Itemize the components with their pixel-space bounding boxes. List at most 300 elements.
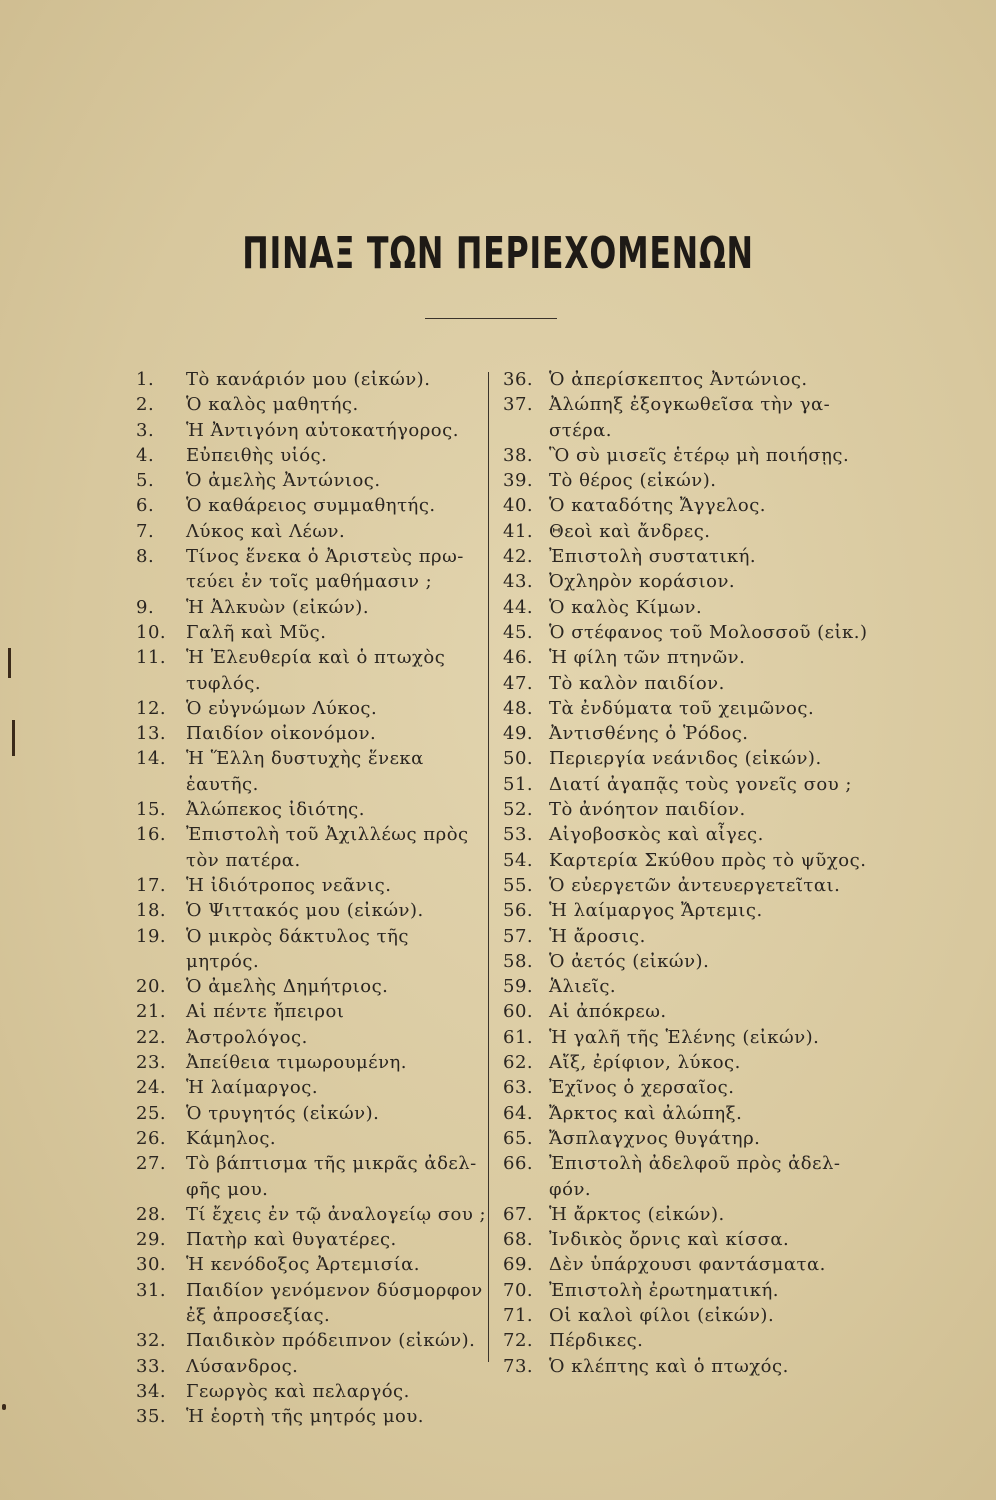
- toc-entry: [503, 924, 873, 949]
- toc-entry-title: Ἄσπλαγχνος θυγάτηρ.: [549, 1127, 761, 1149]
- toc-entry-row: [503, 367, 873, 392]
- toc-left-column: [136, 367, 488, 1429]
- toc-entry-row: [136, 797, 488, 822]
- toc-entry: [503, 1278, 873, 1303]
- toc-entry-row: [503, 898, 873, 923]
- toc-entry: [503, 443, 873, 468]
- toc-entry-number: 6.: [136, 495, 155, 517]
- toc-entry: [136, 1050, 488, 1075]
- toc-entry-row: [503, 1328, 873, 1353]
- toc-entry-title: Ἐπιστολὴ ἐρωτηματική.: [549, 1279, 780, 1301]
- toc-entry-number: 25.: [136, 1102, 167, 1124]
- toc-entry-number: 34.: [136, 1380, 167, 1402]
- toc-entry-title: Τί ἔχεις ἐν τῷ ἀναλογείῳ σου ;: [186, 1203, 487, 1225]
- toc-entry-row: [136, 443, 488, 468]
- toc-entry-number: 33.: [136, 1355, 167, 1377]
- toc-entry-number: 14.: [136, 748, 167, 770]
- toc-entry-title-continuation: φόν.: [549, 1178, 592, 1200]
- toc-entry-number: 7.: [136, 520, 155, 542]
- toc-entry-row: [136, 1227, 488, 1252]
- toc-entry-title: Αἱ ἀπόκρεω.: [549, 1001, 667, 1023]
- toc-entry-number: 43.: [503, 571, 534, 593]
- toc-entry-title: Ὁ καταδότης Ἄγγελος.: [549, 495, 767, 517]
- toc-entry-title-continuation: ἐξ ἀπροσεξίας.: [186, 1304, 331, 1326]
- toc-entry-title: Πατὴρ καὶ θυγατέρες.: [186, 1229, 397, 1251]
- toc-entry: [503, 1050, 873, 1075]
- title-rule: [425, 318, 557, 319]
- toc-entry: [136, 519, 488, 544]
- toc-entry-number: 29.: [136, 1229, 167, 1251]
- toc-entry-title: Ὁ καθάρειος συμμαθητής.: [186, 495, 436, 517]
- toc-entry-row: [503, 721, 873, 746]
- toc-entry-title: Γαλῆ καὶ Μῦς.: [186, 621, 327, 643]
- toc-entry-title: Ὁ μικρὸς δάκτυλος τῆς μητρός.: [186, 925, 409, 972]
- toc-entry-number: 39.: [503, 470, 534, 492]
- toc-entry-number: 41.: [503, 520, 534, 542]
- toc-entry: [136, 418, 488, 443]
- toc-entry-title: Κάμηλος.: [186, 1127, 277, 1149]
- toc-entry-title: Ἡ Ἀλκυὼν (εἰκών).: [186, 596, 370, 618]
- toc-entry-row: [503, 1354, 873, 1379]
- toc-entry-number: 44.: [503, 596, 534, 618]
- toc-entry-number: 15.: [136, 799, 167, 821]
- toc-entry: [503, 1025, 873, 1050]
- toc-entry: [136, 1101, 488, 1126]
- toc-entry: [136, 1252, 488, 1277]
- toc-entry-number: 45.: [503, 621, 534, 643]
- toc-entry: [503, 569, 873, 594]
- toc-entry-number: 69.: [503, 1254, 534, 1276]
- toc-entry-row: [136, 873, 488, 898]
- toc-entry-row: [503, 1252, 873, 1277]
- toc-entry: [136, 696, 488, 721]
- toc-entry-number: 63.: [503, 1077, 534, 1099]
- toc-entry-number: 27.: [136, 1153, 167, 1175]
- toc-entry: [503, 848, 873, 873]
- ink-mark: [8, 648, 11, 678]
- toc-entry: [136, 392, 488, 417]
- toc-entry-number: 20.: [136, 976, 167, 998]
- toc-entry: [503, 367, 873, 392]
- toc-entry-number: 28.: [136, 1203, 167, 1225]
- toc-entry-number: 8.: [136, 546, 155, 568]
- toc-entry-number: 60.: [503, 1001, 534, 1023]
- ink-mark: [12, 720, 15, 756]
- toc-entry-number: 23.: [136, 1052, 167, 1074]
- toc-entry-title: Ὀχληρὸν κοράσιον.: [549, 571, 736, 593]
- toc-entry-title: Τὸ καλὸν παιδίον.: [549, 672, 725, 694]
- toc-entry: [503, 620, 873, 645]
- toc-entry-title: Τίνος ἕνεκα ὁ Ἀριστεὺς πρω-: [186, 546, 464, 568]
- toc-entry-title: Τὰ ἐνδύματα τοῦ χειμῶνος.: [549, 697, 815, 719]
- toc-entry: [503, 468, 873, 493]
- toc-entry-title: Περιεργία νεάνιδος (εἰκών).: [549, 748, 822, 770]
- toc-entry-title: Οἱ καλοὶ φίλοι (εἰκών).: [549, 1304, 775, 1326]
- toc-entry-row: [136, 367, 488, 392]
- toc-entry-row: [503, 620, 873, 645]
- toc-entry-title: Παιδίον γενόμενον δύσμορφον: [186, 1279, 483, 1301]
- toc-entry-title: Ὁ ἀμελὴς Δημήτριος.: [186, 976, 389, 998]
- toc-entry-number: 64.: [503, 1102, 534, 1124]
- toc-entry: [136, 1404, 488, 1429]
- toc-entry-row: [503, 873, 873, 898]
- toc-entry: [503, 974, 873, 999]
- toc-entry: [136, 974, 488, 999]
- toc-entry-title: Ἡ γαλῆ τῆς Ἑλένης (εἰκών).: [549, 1026, 820, 1048]
- toc-entry-row: [136, 595, 488, 620]
- toc-entry: [136, 999, 488, 1024]
- toc-entry-title: Τὸ ἀνόητον παιδίον.: [549, 799, 746, 821]
- toc-entry-row: [503, 924, 873, 949]
- toc-entry-title: Ὁ ἀπερίσκεπτος Ἀντώνιος.: [549, 369, 808, 390]
- toc-entry-title: Ἡ φίλη τῶν πτηνῶν.: [549, 647, 746, 669]
- toc-entry-title: Ἡ λαίμαργος.: [186, 1077, 319, 1099]
- toc-entry-row: [136, 924, 488, 975]
- toc-entry-row: [503, 797, 873, 822]
- toc-entry-row: [136, 721, 488, 746]
- toc-entry-number: 35.: [136, 1406, 167, 1428]
- toc-entry-number: 67.: [503, 1203, 534, 1225]
- toc-entry: [136, 873, 488, 898]
- toc-entry-number: 72.: [503, 1330, 534, 1352]
- toc-entry: [503, 645, 873, 670]
- toc-entry: [503, 1101, 873, 1126]
- toc-entry: [136, 924, 488, 975]
- toc-entry: [136, 645, 488, 696]
- toc-entry: [136, 1227, 488, 1252]
- toc-entry-row: [503, 595, 873, 620]
- toc-entry-row: [503, 1303, 873, 1328]
- toc-entry: [503, 999, 873, 1024]
- toc-entry-title: Ὁ τρυγητός (εἰκών).: [186, 1102, 380, 1124]
- toc-entry-number: 70.: [503, 1279, 534, 1301]
- toc-entry-row: [136, 519, 488, 544]
- toc-entry-row: [503, 822, 873, 847]
- toc-entry: [503, 898, 873, 923]
- toc-entry-row: [136, 1379, 488, 1404]
- toc-entry-row: [503, 1202, 873, 1227]
- toc-entry: [136, 898, 488, 923]
- toc-entry: [136, 544, 488, 595]
- toc-entry-row: [136, 746, 488, 797]
- toc-entry-number: 55.: [503, 874, 534, 896]
- ink-mark: [2, 1404, 6, 1410]
- toc-entry-number: 11.: [136, 647, 167, 669]
- toc-entry: [136, 1025, 488, 1050]
- toc-entry-title: Ἡ ἰδιότροπος νεᾶνις.: [186, 874, 392, 896]
- toc-entry-row: [136, 1404, 488, 1429]
- toc-entry-number: 66.: [503, 1153, 534, 1175]
- toc-entry: [503, 696, 873, 721]
- toc-entry: [503, 392, 873, 443]
- toc-entry-number: 31.: [136, 1279, 167, 1301]
- toc-entry-title: Ἐπιστολὴ ἀδελφοῦ πρὸς ἀδελ-: [549, 1153, 841, 1175]
- toc-right-column: [503, 367, 873, 1379]
- toc-entry: [503, 1151, 873, 1202]
- toc-entry: [503, 1126, 873, 1151]
- toc-entry-row: [136, 1278, 488, 1303]
- toc-entry: [136, 367, 488, 392]
- toc-entry-number: 17.: [136, 874, 167, 896]
- toc-entry-title: Θεοὶ καὶ ἄνδρες.: [549, 520, 711, 542]
- toc-entry-row: [503, 1050, 873, 1075]
- toc-entry-number: 58.: [503, 950, 534, 972]
- toc-entry-title: Ἀντισθένης ὁ Ῥόδος.: [549, 723, 749, 745]
- toc-entry-number: 32.: [136, 1330, 167, 1352]
- toc-entry-number: 46.: [503, 647, 534, 669]
- toc-entry-title: Καρτερία Σκύθου πρὸς τὸ ψῦχος.: [549, 849, 867, 871]
- toc-entry-row: [503, 493, 873, 518]
- toc-entry-title: Λύσανδρος.: [186, 1355, 299, 1377]
- toc-entry-title-continuation: τυφλός.: [186, 672, 262, 694]
- toc-entry-title: Ἡ Ἐλευθερία καὶ ὁ πτωχὸς: [186, 647, 446, 669]
- toc-entry-number: 22.: [136, 1026, 167, 1048]
- toc-entry-row: [136, 1328, 488, 1353]
- toc-entry-number: 73.: [503, 1355, 534, 1377]
- toc-entry-number: 5.: [136, 470, 155, 492]
- toc-entry-title: Ἡ λαίμαργος Ἄρτεμις.: [549, 900, 763, 922]
- toc-entry-number: 30.: [136, 1254, 167, 1276]
- toc-entry-row: [503, 1227, 873, 1252]
- toc-entry-title: Ἰνδικὸς ὄρνις καὶ κίσσα.: [549, 1229, 790, 1251]
- toc-entry-row: [136, 645, 488, 670]
- toc-entry-number: 54.: [503, 849, 534, 871]
- toc-entry-title: Τὸ κανάριόν μου (εἰκών).: [186, 369, 431, 390]
- toc-entry-number: 1.: [136, 369, 155, 390]
- toc-entry: [136, 1278, 488, 1329]
- toc-entry-title: Ἀπείθεια τιμωρουμένη.: [186, 1052, 408, 1074]
- toc-entry-row: [503, 1075, 873, 1100]
- toc-entry-row: [136, 1050, 488, 1075]
- toc-entry-number: 16.: [136, 824, 167, 846]
- toc-entry-number: 3.: [136, 419, 155, 441]
- toc-entry: [136, 746, 488, 797]
- toc-entry-title: Ὁ Ψιττακός μου (εἰκών).: [186, 900, 424, 922]
- toc-entry: [503, 797, 873, 822]
- toc-entry: [136, 822, 488, 873]
- toc-entry: [503, 1303, 873, 1328]
- toc-entry-number: 53.: [503, 824, 534, 846]
- toc-entry-title: Τὸ βάπτισμα τῆς μικρᾶς ἀδελ-: [186, 1153, 477, 1175]
- toc-entry: [503, 519, 873, 544]
- toc-entry-row: [136, 468, 488, 493]
- toc-entry-title: Τὸ θέρος (εἰκών).: [549, 470, 717, 492]
- toc-entry-title: Αἴξ, ἐρίφιον, λύκος.: [549, 1052, 741, 1074]
- toc-entry-row: [136, 898, 488, 923]
- toc-entry: [136, 1075, 488, 1100]
- toc-entry-row: [136, 1101, 488, 1126]
- toc-entry-number: 65.: [503, 1127, 534, 1149]
- toc-entry-title: Ἡ Ἕλλη δυστυχὴς ἕνεκα ἑαυτῆς.: [186, 748, 424, 795]
- toc-entry-title: Αἰγοβοσκὸς καὶ αἶγες.: [549, 824, 764, 846]
- toc-entry-number: 26.: [136, 1127, 167, 1149]
- toc-entry-title: Ὁ εὐεργετῶν ἀντευεργετεῖται.: [549, 874, 841, 896]
- toc-entry-number: 21.: [136, 1001, 167, 1023]
- toc-entry-number: 61.: [503, 1026, 534, 1048]
- toc-entry-row: [136, 1354, 488, 1379]
- toc-entry: [503, 493, 873, 518]
- toc-entry-number: 57.: [503, 925, 534, 947]
- toc-entry-title: Πέρδικες.: [549, 1330, 644, 1352]
- toc-entry-number: 50.: [503, 748, 534, 770]
- toc-entry: [503, 1075, 873, 1100]
- toc-entry-title-continuation: τὸν πατέρα.: [186, 849, 301, 871]
- toc-entry-row: [136, 1202, 488, 1227]
- toc-entry-title: Ὁ καλὸς μαθητής.: [186, 394, 359, 416]
- toc-entry: [503, 1252, 873, 1277]
- toc-entry-title: Ἀλώπεκος ἰδιότης.: [186, 799, 365, 821]
- toc-entry-number: 51.: [503, 773, 534, 795]
- toc-entry-title: Παιδικὸν πρόδειπνον (εἰκών).: [186, 1330, 476, 1352]
- toc-entry-row: [503, 544, 873, 569]
- toc-entry-row: [136, 999, 488, 1024]
- toc-entry: [503, 1354, 873, 1379]
- toc-entry-title: Ἡ ἄροσις.: [549, 925, 646, 947]
- toc-entry: [136, 595, 488, 620]
- toc-entry-number: 36.: [503, 369, 534, 390]
- toc-entry: [503, 671, 873, 696]
- toc-entry-number: 42.: [503, 546, 534, 568]
- toc-entry-row: [136, 1025, 488, 1050]
- toc-entry-row: [503, 772, 873, 797]
- toc-entry-number: 59.: [503, 976, 534, 998]
- toc-entry-number: 68.: [503, 1229, 534, 1251]
- toc-entry-number: 48.: [503, 697, 534, 719]
- toc-entry-title: Ἐχῖνος ὁ χερσαῖος.: [549, 1077, 735, 1099]
- toc-entry: [136, 1202, 488, 1227]
- toc-entry: [136, 797, 488, 822]
- toc-entry-row: [503, 468, 873, 493]
- toc-entry-row: [136, 1252, 488, 1277]
- toc-entry: [503, 721, 873, 746]
- toc-entry-row: [136, 1075, 488, 1100]
- toc-entry-row: [136, 1126, 488, 1151]
- toc-entry-row: [503, 1126, 873, 1151]
- toc-entry: [503, 822, 873, 847]
- toc-entry-title-continuation: στέρα.: [549, 419, 613, 441]
- toc-entry-number: 10.: [136, 621, 167, 643]
- toc-entry-number: 4.: [136, 444, 155, 466]
- toc-entry: [136, 1126, 488, 1151]
- toc-entry-title: Ἡ κενόδοξος Ἀρτεμισία.: [186, 1254, 421, 1276]
- toc-entry-title: Ὁ ἀμελὴς Ἀντώνιος.: [186, 470, 381, 492]
- toc-entry-row: [136, 974, 488, 999]
- toc-entry: [136, 468, 488, 493]
- toc-entry-row: [503, 746, 873, 771]
- toc-entry: [503, 772, 873, 797]
- toc-entry-row: [136, 392, 488, 417]
- toc-entry-number: 24.: [136, 1077, 167, 1099]
- toc-entry: [136, 1354, 488, 1379]
- column-divider: [488, 372, 489, 1362]
- toc-entry-title: Ἁλιεῖς.: [549, 976, 617, 998]
- toc-entry-number: 62.: [503, 1052, 534, 1074]
- toc-entry-title: Ἄρκτος καὶ ἀλώπηξ.: [549, 1102, 743, 1124]
- toc-entry: [503, 1227, 873, 1252]
- toc-entry-title: Ὁ εὐγνώμων Λύκος.: [186, 697, 378, 719]
- toc-entry: [136, 620, 488, 645]
- toc-entry-number: 38.: [503, 444, 534, 466]
- page-title: ΠΙΝΑΞ ΤΩΝ ΠΕΡΙΕΧΟΜΕΝΩΝ: [242, 228, 754, 279]
- toc-entry-row: [503, 949, 873, 974]
- toc-entry-title: Παιδίον οἰκονόμον.: [186, 723, 377, 745]
- toc-entry-title: Ἀστρολόγος.: [186, 1026, 308, 1048]
- toc-entry-row: [136, 1151, 488, 1176]
- toc-entry-number: 56.: [503, 900, 534, 922]
- toc-entry-number: 47.: [503, 672, 534, 694]
- toc-entry-number: 2.: [136, 394, 155, 416]
- toc-entry-title: Εὐπειθὴς υἱός.: [186, 444, 328, 466]
- toc-entry: [136, 443, 488, 468]
- toc-entry-title: Ὁ καλὸς Κίμων.: [549, 596, 703, 618]
- toc-entry-row: [503, 1101, 873, 1126]
- toc-entry-row: [136, 696, 488, 721]
- toc-entry-row: [503, 443, 873, 468]
- toc-entry: [503, 873, 873, 898]
- toc-entry-row: [503, 848, 873, 873]
- toc-entry-title: Ἡ Ἀντιγόνη αὐτοκατήγορος.: [186, 419, 459, 441]
- toc-entry: [503, 949, 873, 974]
- toc-entry-title: Ὃ σὺ μισεῖς ἑτέρῳ μὴ ποιήσῃς.: [549, 444, 850, 466]
- toc-entry-title: Ἡ ἑορτὴ τῆς μητρός μου.: [186, 1406, 425, 1428]
- toc-entry-number: 40.: [503, 495, 534, 517]
- toc-entry: [503, 544, 873, 569]
- toc-entry-row: [503, 645, 873, 670]
- toc-entry: [136, 1328, 488, 1353]
- toc-entry-title: Λύκος καὶ Λέων.: [186, 520, 346, 542]
- toc-entry-title: Ὁ ἀετός (εἰκών).: [549, 950, 710, 972]
- toc-entry-title: Ἀλώπηξ ἐξογκωθεῖσα τὴν γα-: [549, 394, 831, 416]
- toc-entry-title: Γεωργὸς καὶ πελαργός.: [186, 1380, 410, 1402]
- toc-entry-row: [503, 1278, 873, 1303]
- toc-entry-number: 52.: [503, 799, 534, 821]
- toc-entry-number: 9.: [136, 596, 155, 618]
- toc-entry: [136, 1379, 488, 1404]
- toc-entry: [503, 595, 873, 620]
- toc-entry-title: Ἡ ἄρκτος (εἰκών).: [549, 1203, 725, 1225]
- toc-entry-row: [503, 696, 873, 721]
- toc-entry-title: Δὲν ὑπάρχουσι φαντάσματα.: [549, 1254, 826, 1276]
- toc-entry-row: [136, 822, 488, 847]
- toc-entry-title: Αἱ πέντε ἤπειροι: [186, 1001, 345, 1023]
- toc-entry-title-continuation: τεύει ἐν τοῖς μαθήμασιν ;: [186, 571, 433, 593]
- toc-entry-row: [503, 999, 873, 1024]
- toc-entry: [503, 1202, 873, 1227]
- toc-entry-row: [503, 1025, 873, 1050]
- toc-entry-title: Διατί ἀγαπᾷς τοὺς γονεῖς σου ;: [549, 773, 852, 795]
- toc-entry-number: 18.: [136, 900, 167, 922]
- toc-entry-number: 12.: [136, 697, 167, 719]
- toc-entry-row: [503, 1151, 873, 1176]
- toc-entry-title: Ὁ κλέπτης καὶ ὁ πτωχός.: [549, 1355, 789, 1377]
- toc-entry: [503, 746, 873, 771]
- toc-entry-row: [136, 493, 488, 518]
- toc-entry: [136, 721, 488, 746]
- toc-entry-row: [136, 544, 488, 569]
- toc-entry-row: [503, 519, 873, 544]
- toc-entry-title: Ἐπιστολὴ συστατική.: [549, 546, 757, 568]
- toc-entry-row: [503, 974, 873, 999]
- toc-entry-row: [503, 392, 873, 417]
- toc-entry-title: Ἐπιστολὴ τοῦ Ἀχιλλέως πρὸς: [186, 824, 469, 846]
- toc-entry: [136, 493, 488, 518]
- toc-entry: [136, 1151, 488, 1202]
- toc-entry-row: [503, 671, 873, 696]
- toc-entry-number: 49.: [503, 723, 534, 745]
- toc-entry-number: 71.: [503, 1304, 534, 1326]
- toc-entry-title-continuation: φῆς μου.: [186, 1178, 269, 1200]
- toc-entry-title: Ὁ στέφανος τοῦ Μολοσσοῦ (εἰκ.): [549, 621, 868, 643]
